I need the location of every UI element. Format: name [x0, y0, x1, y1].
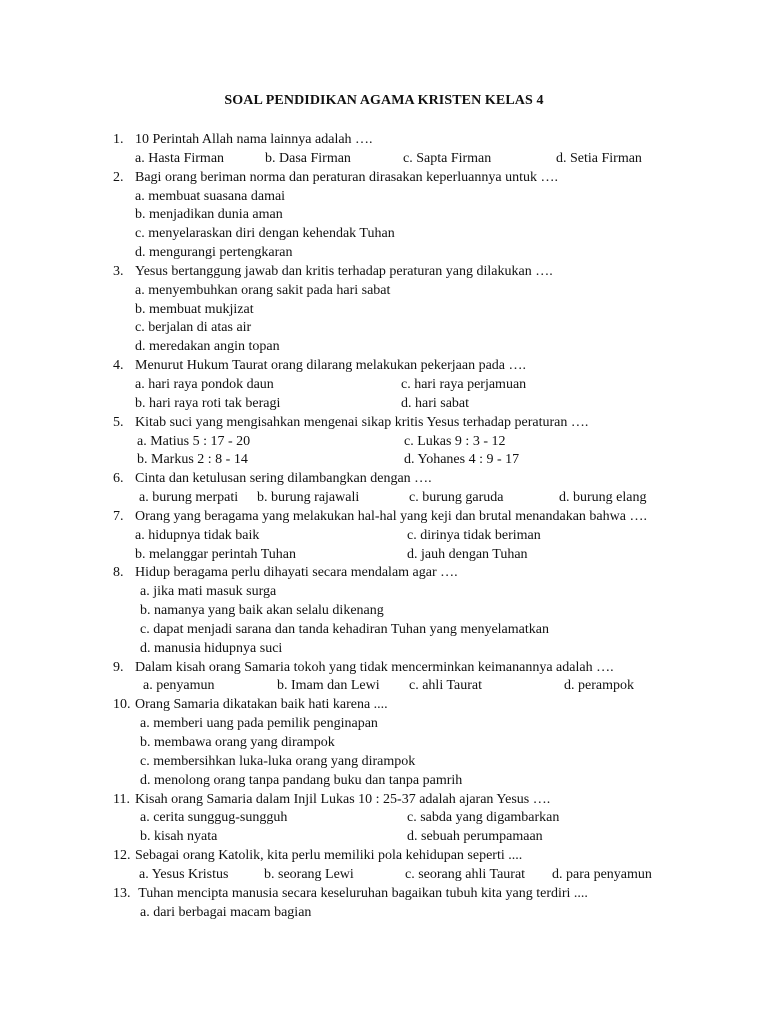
option: d. Yohanes 4 : 9 - 17	[404, 452, 520, 468]
options-row	[113, 451, 733, 470]
option: a. Hasta Firman	[135, 150, 225, 166]
question-text: Dalam kisah orang Samaria tokoh yang tidak mencerminkan keimanannya adalah ….	[135, 659, 614, 675]
question-10	[113, 696, 733, 715]
option: a. hidupnya tidak baik	[135, 527, 260, 543]
option: b. hari raya roti tak beragi	[135, 395, 281, 411]
option: b. melanggar perintah Tuhan	[135, 546, 296, 562]
option: b. Dasa Firman	[265, 150, 351, 166]
question-9	[113, 659, 733, 678]
question-11	[113, 791, 733, 810]
option: c. berjalan di atas air	[135, 320, 252, 336]
option: d. perampok	[564, 678, 634, 694]
option: d. manusia hidupnya suci	[140, 640, 283, 656]
option: d. burung elang	[559, 490, 647, 506]
question-6	[113, 470, 733, 489]
option: b. membawa orang yang dirampok	[140, 735, 335, 750]
question-number: 1.	[113, 132, 124, 147]
question-number: 12.	[113, 848, 131, 864]
question-number: 6.	[113, 471, 124, 487]
option: b. membuat mukjizat	[135, 301, 254, 317]
option: a. penyamun	[143, 678, 215, 694]
question-text: Menurut Hukum Taurat orang dilarang melakukan pekerjaan pada ….	[135, 358, 527, 374]
option: b. burung rajawali	[257, 490, 360, 506]
question-text: Kitab suci yang mengisahkan mengenai sikap kritis Yesus terhadap peraturan ….	[135, 414, 589, 430]
option: c. dirinya tidak beriman	[407, 527, 541, 543]
question-13	[113, 885, 733, 904]
option: a. membuat suasana damai	[135, 188, 286, 204]
option: d. meredakan angin topan	[135, 339, 280, 355]
question-text: Tuhan mencipta manusia secara keseluruhan bagaikan tubuh kita yang terdiri ....	[135, 885, 588, 901]
options-row	[113, 150, 733, 169]
question-12	[113, 847, 733, 866]
question-number: 13.	[113, 885, 131, 901]
option: c. menyelaraskan diri dengan kehendak Tuhan	[135, 226, 395, 242]
question-text: 10 Perintah Allah nama lainnya adalah ….	[135, 132, 373, 147]
option: b. Imam dan Lewi	[277, 678, 380, 694]
question-number: 2.	[113, 169, 124, 185]
question-1	[113, 131, 733, 150]
question-text: Kisah orang Samaria dalam Injil Lukas 10 : 25-37 adalah ajaran Yesus ….	[135, 791, 551, 807]
question-number: 3.	[113, 263, 124, 279]
question-text: Yesus bertanggung jawab dan kritis terhadap peraturan yang dilakukan ….	[135, 263, 553, 279]
question-text: Hidup beragama perlu dihayati secara mendalam agar ….	[135, 565, 458, 581]
option: d. hari sabat	[401, 395, 470, 411]
question-number: 4.	[113, 358, 124, 374]
question-text: Bagi orang beriman norma dan peraturan dirasakan keperluannya untuk ….	[135, 169, 558, 185]
option: a. Matius 5 : 17 - 20	[137, 433, 251, 449]
option: a. jika mati masuk surga	[140, 584, 277, 600]
option: b. kisah nyata	[140, 829, 218, 845]
page-title: SOAL PENDIDIKAN AGAMA KRISTEN KELAS 4	[224, 93, 544, 108]
question-number: 11.	[113, 791, 130, 807]
question-text: Cinta dan ketulusan sering dilambangkan dengan ….	[135, 471, 432, 487]
option: a. cerita sunggug-sungguh	[140, 810, 288, 826]
options-row	[113, 546, 733, 565]
question-number: 7.	[113, 508, 124, 524]
option: d. menolong orang tanpa pandang buku dan tanpa pamrih	[140, 772, 463, 788]
options-row	[113, 433, 733, 452]
option: c. burung garuda	[409, 490, 504, 506]
option: a. Yesus Kristus	[139, 866, 229, 882]
question-text: Sebagai orang Katolik, kita perlu memiliki pola kehidupan seperti ....	[135, 848, 523, 864]
option: a. memberi uang pada pemilik penginapan	[140, 716, 378, 732]
question-list	[113, 131, 733, 922]
option: c. ahli Taurat	[409, 678, 483, 694]
option: c. hari raya perjamuan	[401, 376, 527, 392]
option: c. Lukas 9 : 3 - 12	[404, 433, 506, 449]
option: c. membersihkan luka-luka orang yang dirampok	[140, 753, 416, 769]
question-number: 8.	[113, 565, 124, 581]
option: c. seorang ahli Taurat	[405, 866, 526, 882]
options-row	[113, 395, 733, 414]
question-3	[113, 263, 733, 282]
option: d. jauh dengan Tuhan	[407, 546, 528, 562]
option: d. sebuah perumpamaan	[407, 829, 543, 845]
option: a. dari berbagai macam bagian	[140, 904, 312, 920]
option: c. Sapta Firman	[403, 150, 492, 166]
option: b. menjadikan dunia aman	[135, 207, 283, 223]
question-4	[113, 357, 733, 376]
question-5	[113, 414, 733, 433]
question-number: 5.	[113, 414, 124, 430]
option: d. para penyamun	[552, 866, 652, 882]
option: c. sabda yang digambarkan	[407, 810, 560, 826]
options-row	[113, 866, 733, 885]
option: a. burung merpati	[139, 490, 239, 506]
options-row	[113, 677, 733, 696]
option: d. mengurangi pertengkaran	[135, 245, 293, 261]
options-row	[113, 527, 733, 546]
question-7	[113, 508, 733, 527]
option: a. menyembuhkan orang sakit pada hari sabat	[135, 282, 391, 298]
options-row	[113, 828, 733, 847]
options-row	[113, 489, 733, 508]
option: b. namanya yang baik akan selalu dikenang	[140, 603, 384, 619]
question-8	[113, 564, 733, 583]
options-row	[113, 376, 733, 395]
option: d. Setia Firman	[556, 150, 642, 166]
option: b. Markus 2 : 8 - 14	[137, 452, 248, 468]
question-number: 9.	[113, 659, 124, 675]
options-row	[113, 809, 733, 828]
question-number: 10.	[113, 697, 131, 713]
option: c. dapat menjadi sarana dan tanda kehadiran Tuhan yang menyelamatkan	[140, 621, 549, 637]
question-2	[113, 169, 733, 188]
option: a. hari raya pondok daun	[135, 376, 274, 392]
question-text: Orang yang beragama yang melakukan hal-hal yang keji dan brutal menandakan bahwa ….	[135, 508, 647, 524]
option: b. seorang Lewi	[264, 866, 354, 882]
question-text: Orang Samaria dikatakan baik hati karena ....	[135, 697, 388, 713]
